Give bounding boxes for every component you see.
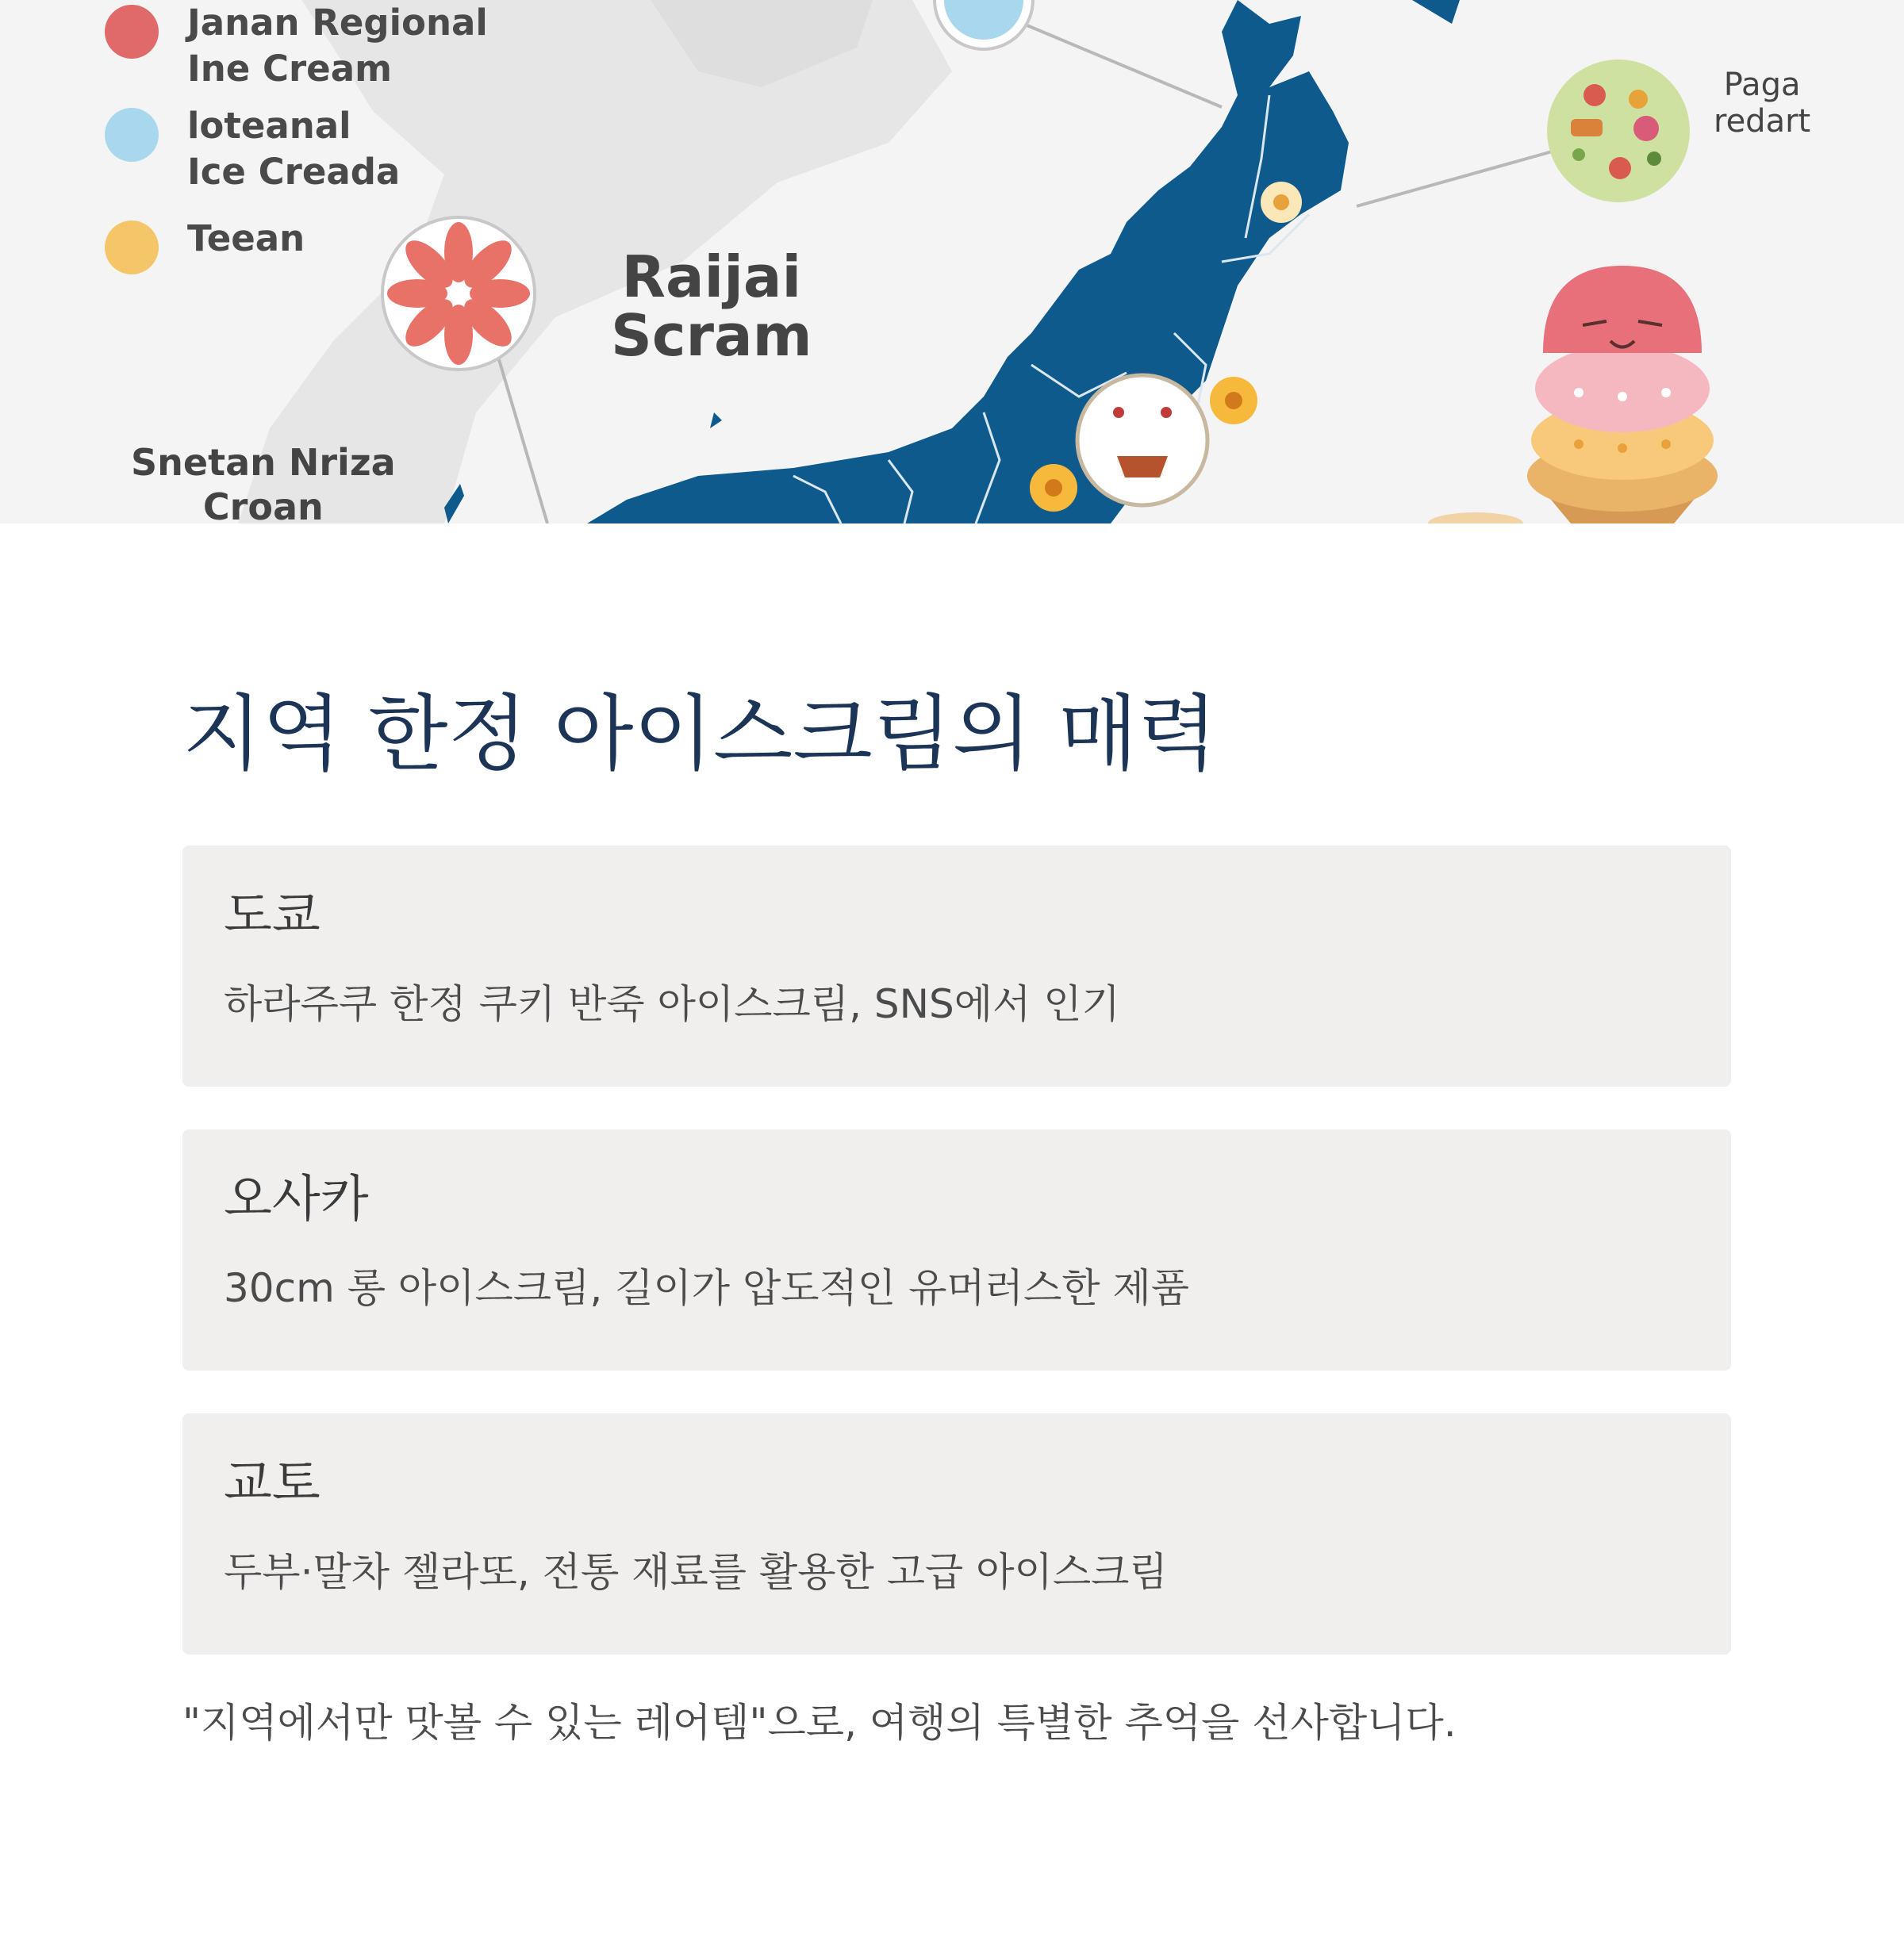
legend-item-national (105, 103, 400, 195)
region-card-tokyo (182, 846, 1731, 1087)
region-name: 오사카 (224, 1170, 369, 1228)
footer-note: "지역에서만 맛볼 수 있는 레어템"으로, 여행의 특별한 추억을 선사합니다. (182, 1700, 1457, 1746)
region-card-osaka (182, 1129, 1731, 1371)
legend-dot-red (105, 5, 159, 59)
map-left-label: Snetan Nriza Croan (131, 441, 396, 523)
legend-dot-yellow (105, 220, 159, 274)
region-description: 하라주쿠 한정 쿠키 반죽 아이스크림, SNS에서 인기 (224, 981, 1120, 1027)
legend-dot-blue (105, 108, 159, 162)
legend-label: loteanal Ice Creada (187, 105, 401, 193)
region-description: 두부·말차 젤라또, 전통 재료를 활용한 고급 아이스크림 (224, 1549, 1168, 1595)
region-name: 도쿄 (224, 886, 321, 944)
main-content (182, 682, 1731, 1748)
legend-label: Janan Regional Ine Cream (187, 2, 488, 90)
hero-map-illustration (0, 0, 1904, 523)
region-name: 교토 (224, 1454, 321, 1512)
region-description: 30cm 롱 아이스크림, 길이가 압도적인 유머러스한 제품 (224, 1265, 1190, 1311)
page-title: 지역 한정 아이스크림의 매력 (182, 685, 1218, 782)
region-card-kyoto (182, 1413, 1731, 1655)
legend-label: Teean (187, 217, 305, 259)
map-right-label: Paga redart (1714, 67, 1811, 140)
legend-item-teean (105, 216, 305, 274)
legend-item-regional (105, 0, 488, 92)
map-title: Raijai Scram (611, 244, 812, 369)
